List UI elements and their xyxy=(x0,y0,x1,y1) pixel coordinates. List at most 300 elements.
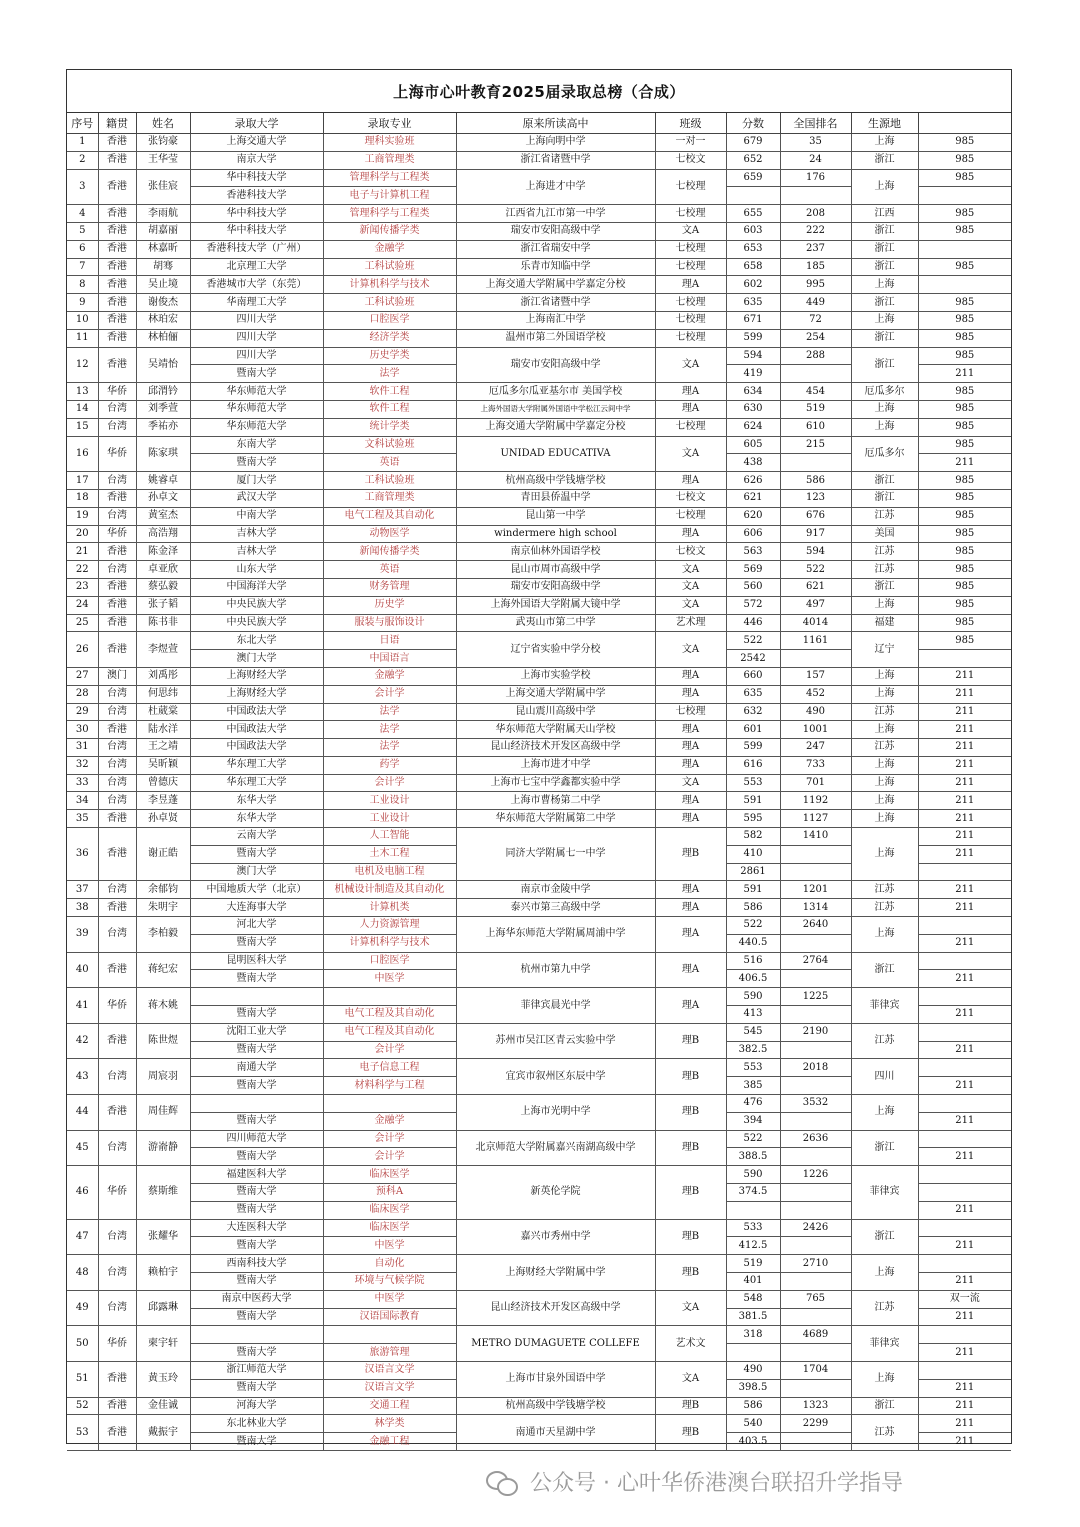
class-cell: 七校文 xyxy=(655,543,726,561)
origin-cell: 香港 xyxy=(98,952,136,988)
rank-cell: 2299 xyxy=(780,1415,851,1433)
rank-cell: 621 xyxy=(780,578,851,596)
table-row xyxy=(67,205,1011,223)
rank-cell: 2764 xyxy=(780,952,851,970)
class-cell: 理A xyxy=(655,667,726,685)
score-cell: 591 xyxy=(726,881,780,899)
high-school-cell: 乐青市知临中学 xyxy=(456,258,655,276)
level-cell xyxy=(918,1130,1011,1148)
score-cell: 410 xyxy=(726,845,780,863)
table-row xyxy=(67,810,1011,828)
rank-cell xyxy=(780,187,851,205)
serial-number-cell: 2 xyxy=(67,151,98,169)
serial-number-cell: 36 xyxy=(67,828,98,881)
serial-number-cell: 19 xyxy=(67,507,98,525)
level-cell: 211 xyxy=(918,1397,1011,1415)
score-cell: 653 xyxy=(726,240,780,258)
rank-cell: 176 xyxy=(780,169,851,187)
table-row xyxy=(67,400,1011,418)
rank-cell: 454 xyxy=(780,383,851,401)
university-cell: 北京理工大学 xyxy=(190,258,323,276)
high-school-cell: 昆山震川高级中学 xyxy=(456,703,655,721)
major-cell: 金融学 xyxy=(323,1112,456,1130)
university-cell: 大连海事大学 xyxy=(190,899,323,917)
class-cell: 文A xyxy=(655,578,726,596)
serial-number-cell: 53 xyxy=(67,1415,98,1451)
region-cell: 浙江 xyxy=(851,329,918,347)
region-cell: 浙江 xyxy=(851,240,918,258)
class-cell: 理A xyxy=(655,721,726,739)
table-row xyxy=(67,347,1011,365)
high-school-cell: 上海交通大学附属中学 xyxy=(456,685,655,703)
rank-cell: 2640 xyxy=(780,917,851,935)
major-cell: 材料科学与工程 xyxy=(323,1077,456,1095)
level-cell: 211 xyxy=(918,1415,1011,1433)
university-cell: 福建医科大学 xyxy=(190,1166,323,1184)
class-cell: 文A xyxy=(655,436,726,472)
region-cell: 上海 xyxy=(851,792,918,810)
university-cell: 暨南大学 xyxy=(190,1237,323,1255)
rank-cell: 1704 xyxy=(780,1361,851,1379)
rank-cell xyxy=(780,1112,851,1130)
major-cell: 汉语言文学 xyxy=(323,1379,456,1397)
class-cell: 理A xyxy=(655,685,726,703)
rank-cell: 123 xyxy=(780,489,851,507)
university-cell: 华中科技大学 xyxy=(190,222,323,240)
rank-cell: 995 xyxy=(780,276,851,294)
student-name-cell: 游嵛静 xyxy=(136,1130,190,1166)
class-cell: 理B xyxy=(655,1166,726,1219)
class-cell: 文A xyxy=(655,561,726,579)
student-name-cell: 姚睿卓 xyxy=(136,472,190,490)
class-cell: 七校理 xyxy=(655,507,726,525)
level-cell: 985 xyxy=(918,311,1011,329)
level-cell: 211 xyxy=(918,1433,1011,1451)
region-cell: 厄瓜多尔 xyxy=(851,436,918,472)
student-name-cell: 张佳宸 xyxy=(136,169,190,205)
student-name-cell: 刘禹彤 xyxy=(136,667,190,685)
header-cell: 全国排名 xyxy=(780,113,851,134)
high-school-cell: 上海市进才中学 xyxy=(456,756,655,774)
admission-sheet xyxy=(66,69,1012,1447)
class-cell: 一对一 xyxy=(655,134,726,152)
region-cell: 上海 xyxy=(851,828,918,881)
region-cell: 浙江 xyxy=(851,222,918,240)
table-row xyxy=(67,632,1011,650)
origin-cell: 台湾 xyxy=(98,1219,136,1255)
table-body xyxy=(67,134,1011,1451)
student-name-cell: 杜葳棠 xyxy=(136,703,190,721)
origin-cell: 台湾 xyxy=(98,561,136,579)
class-cell: 文A xyxy=(655,222,726,240)
score-cell: 616 xyxy=(726,756,780,774)
student-name-cell: 孙卓贤 xyxy=(136,810,190,828)
serial-number-cell: 31 xyxy=(67,739,98,757)
serial-number-cell: 52 xyxy=(67,1397,98,1415)
major-cell: 电子与计算机工程 xyxy=(323,187,456,205)
rank-cell: 519 xyxy=(780,400,851,418)
major-cell: 工业设计 xyxy=(323,810,456,828)
region-cell: 上海 xyxy=(851,685,918,703)
table-row xyxy=(67,134,1011,152)
score-cell: 522 xyxy=(726,917,780,935)
student-name-cell: 朱明宇 xyxy=(136,899,190,917)
university-cell: 暨南大学 xyxy=(190,1077,323,1095)
student-name-cell: 余郁钧 xyxy=(136,881,190,899)
student-name-cell: 蒋木姚 xyxy=(136,988,190,1024)
major-cell: 电气工程及其自动化 xyxy=(323,507,456,525)
serial-number-cell: 51 xyxy=(67,1361,98,1397)
score-cell xyxy=(726,1201,780,1219)
serial-number-cell: 42 xyxy=(67,1023,98,1059)
region-cell: 菲律宾 xyxy=(851,1166,918,1219)
university-cell: 暨南大学 xyxy=(190,1041,323,1059)
serial-number-cell: 15 xyxy=(67,418,98,436)
university-cell: 四川师范大学 xyxy=(190,1130,323,1148)
high-school-cell: 北京师范大学附属嘉兴南湖高级中学 xyxy=(456,1130,655,1166)
origin-cell: 香港 xyxy=(98,632,136,668)
university-cell xyxy=(190,1095,323,1113)
table-row xyxy=(67,614,1011,632)
serial-number-cell: 44 xyxy=(67,1095,98,1131)
table-row xyxy=(67,1290,1011,1308)
table-row xyxy=(67,1361,1011,1379)
student-name-cell: 吴靖怡 xyxy=(136,347,190,383)
rank-cell xyxy=(780,454,851,472)
serial-number-cell: 16 xyxy=(67,436,98,472)
class-cell: 理A xyxy=(655,952,726,988)
university-cell: 东北大学 xyxy=(190,632,323,650)
class-cell: 七校理 xyxy=(655,240,726,258)
level-cell: 211 xyxy=(918,454,1011,472)
university-cell: 华东师范大学 xyxy=(190,383,323,401)
high-school-cell: 上海华东师范大学附属周浦中学 xyxy=(456,917,655,953)
score-cell: 634 xyxy=(726,383,780,401)
rank-cell: 1226 xyxy=(780,1166,851,1184)
class-cell: 文A xyxy=(655,632,726,668)
rank-cell: 2710 xyxy=(780,1255,851,1273)
region-cell: 菲律宾 xyxy=(851,1326,918,1362)
major-cell: 电气工程及其自动化 xyxy=(323,1006,456,1024)
level-cell: 211 xyxy=(918,667,1011,685)
origin-cell: 华侨 xyxy=(98,383,136,401)
score-cell: 591 xyxy=(726,792,780,810)
header-cell: 原来所读高中 xyxy=(456,113,655,134)
score-cell: 490 xyxy=(726,1361,780,1379)
university-cell: 四川大学 xyxy=(190,311,323,329)
major-cell: 电气工程及其自动化 xyxy=(323,1023,456,1041)
rank-cell xyxy=(780,365,851,383)
class-cell: 理A xyxy=(655,988,726,1024)
score-cell: 603 xyxy=(726,222,780,240)
high-school-cell: 杭州高级中学钱塘学校 xyxy=(456,1397,655,1415)
university-cell: 中国地质大学（北京） xyxy=(190,881,323,899)
level-cell: 985 xyxy=(918,151,1011,169)
major-cell: 中医学 xyxy=(323,1290,456,1308)
table-row xyxy=(67,578,1011,596)
origin-cell: 香港 xyxy=(98,311,136,329)
score-cell: 385 xyxy=(726,1077,780,1095)
student-name-cell: 曾德庆 xyxy=(136,774,190,792)
high-school-cell: 华东师范大学附属天山学校 xyxy=(456,721,655,739)
high-school-cell: 嘉兴市秀州中学 xyxy=(456,1219,655,1255)
major-cell: 日语 xyxy=(323,632,456,650)
region-cell: 浙江 xyxy=(851,151,918,169)
high-school-cell: 上海南汇中学 xyxy=(456,311,655,329)
origin-cell: 香港 xyxy=(98,240,136,258)
university-cell: 暨南大学 xyxy=(190,1433,323,1451)
table-row xyxy=(67,721,1011,739)
major-cell: 人工智能 xyxy=(323,828,456,846)
level-cell xyxy=(918,952,1011,970)
class-cell: 七校理 xyxy=(655,258,726,276)
level-cell: 211 xyxy=(918,1273,1011,1291)
score-cell: 632 xyxy=(726,703,780,721)
class-cell: 理B xyxy=(655,1059,726,1095)
high-school-cell: 辽宁省实验中学分校 xyxy=(456,632,655,668)
region-cell: 上海 xyxy=(851,1095,918,1131)
major-cell: 金融学 xyxy=(323,667,456,685)
serial-number-cell: 24 xyxy=(67,596,98,614)
origin-cell: 香港 xyxy=(98,596,136,614)
student-name-cell: 吴止境 xyxy=(136,276,190,294)
rank-cell: 1161 xyxy=(780,632,851,650)
major-cell: 中国语言 xyxy=(323,650,456,668)
level-cell xyxy=(918,863,1011,881)
university-cell: 河北大学 xyxy=(190,917,323,935)
major-cell: 计算机类 xyxy=(323,899,456,917)
high-school-cell: 上海向明中学 xyxy=(456,134,655,152)
student-name-cell: 张子韬 xyxy=(136,596,190,614)
major-cell: 动物医学 xyxy=(323,525,456,543)
level-cell: 211 xyxy=(918,792,1011,810)
level-cell xyxy=(918,1184,1011,1202)
high-school-cell: windermere high school xyxy=(456,525,655,543)
major-cell: 管理科学与工程类 xyxy=(323,169,456,187)
serial-number-cell: 34 xyxy=(67,792,98,810)
rank-cell: 610 xyxy=(780,418,851,436)
university-cell: 吉林大学 xyxy=(190,525,323,543)
class-cell: 理A xyxy=(655,917,726,953)
class-cell: 理A xyxy=(655,525,726,543)
origin-cell: 香港 xyxy=(98,276,136,294)
table-row xyxy=(67,294,1011,312)
major-cell: 环境与气候学院 xyxy=(323,1273,456,1291)
level-cell: 211 xyxy=(918,721,1011,739)
region-cell: 福建 xyxy=(851,614,918,632)
region-cell: 浙江 xyxy=(851,258,918,276)
rank-cell: 35 xyxy=(780,134,851,152)
rank-cell: 1001 xyxy=(780,721,851,739)
major-cell: 管理科学与工程类 xyxy=(323,205,456,223)
region-cell: 江苏 xyxy=(851,507,918,525)
student-name-cell: 张钧豪 xyxy=(136,134,190,152)
score-cell: 540 xyxy=(726,1415,780,1433)
level-cell: 211 xyxy=(918,365,1011,383)
table-row xyxy=(67,151,1011,169)
score-cell: 476 xyxy=(726,1095,780,1113)
level-cell xyxy=(918,1023,1011,1041)
level-cell xyxy=(918,1219,1011,1237)
rank-cell: 2018 xyxy=(780,1059,851,1077)
level-cell: 985 xyxy=(918,205,1011,223)
origin-cell: 华侨 xyxy=(98,1326,136,1362)
class-cell: 理B xyxy=(655,828,726,881)
origin-cell: 香港 xyxy=(98,169,136,205)
origin-cell: 华侨 xyxy=(98,436,136,472)
region-cell: 江苏 xyxy=(851,543,918,561)
student-name-cell: 王华莹 xyxy=(136,151,190,169)
table-row xyxy=(67,240,1011,258)
student-name-cell: 柬宇轩 xyxy=(136,1326,190,1362)
major-cell: 人力资源管理 xyxy=(323,917,456,935)
major-cell: 服装与服饰设计 xyxy=(323,614,456,632)
score-cell: 594 xyxy=(726,347,780,365)
rank-cell: 586 xyxy=(780,472,851,490)
major-cell: 工商管理类 xyxy=(323,489,456,507)
level-cell: 985 xyxy=(918,632,1011,650)
serial-number-cell: 26 xyxy=(67,632,98,668)
level-cell: 211 xyxy=(918,1077,1011,1095)
table-row xyxy=(67,472,1011,490)
score-cell: 635 xyxy=(726,685,780,703)
class-cell: 理A xyxy=(655,792,726,810)
major-cell: 软件工程 xyxy=(323,400,456,418)
major-cell xyxy=(323,1326,456,1344)
rank-cell: 2190 xyxy=(780,1023,851,1041)
major-cell: 电子信息工程 xyxy=(323,1059,456,1077)
major-cell: 机械设计制造及其自动化 xyxy=(323,881,456,899)
level-cell xyxy=(918,1361,1011,1379)
region-cell: 江苏 xyxy=(851,881,918,899)
class-cell: 理B xyxy=(655,1095,726,1131)
serial-number-cell: 23 xyxy=(67,578,98,596)
university-cell: 华东师范大学 xyxy=(190,418,323,436)
level-cell xyxy=(918,988,1011,1006)
table-row xyxy=(67,1415,1011,1433)
student-name-cell: 刘季萱 xyxy=(136,400,190,418)
serial-number-cell: 9 xyxy=(67,294,98,312)
high-school-cell: 泰兴市第三高级中学 xyxy=(456,899,655,917)
serial-number-cell: 10 xyxy=(67,311,98,329)
student-name-cell: 李昱蓬 xyxy=(136,792,190,810)
class-cell: 理A xyxy=(655,472,726,490)
region-cell: 江苏 xyxy=(851,1290,918,1326)
score-cell: 440.5 xyxy=(726,934,780,952)
university-cell: 华中科技大学 xyxy=(190,169,323,187)
student-name-cell: 王之靖 xyxy=(136,739,190,757)
level-cell: 985 xyxy=(918,436,1011,454)
level-cell: 985 xyxy=(918,418,1011,436)
level-cell: 211 xyxy=(918,934,1011,952)
major-cell: 会计学 xyxy=(323,774,456,792)
page-title: 上海市心叶教育2025届录取总榜（合成） xyxy=(67,70,1011,113)
score-cell: 595 xyxy=(726,810,780,828)
class-cell: 理A xyxy=(655,383,726,401)
student-name-cell: 赖柏宇 xyxy=(136,1255,190,1291)
table-row xyxy=(67,685,1011,703)
score-cell: 446 xyxy=(726,614,780,632)
origin-cell: 台湾 xyxy=(98,685,136,703)
rank-cell: 254 xyxy=(780,329,851,347)
student-name-cell: 孙卓文 xyxy=(136,489,190,507)
serial-number-cell: 27 xyxy=(67,667,98,685)
level-cell: 985 xyxy=(918,578,1011,596)
table-row xyxy=(67,169,1011,187)
serial-number-cell: 41 xyxy=(67,988,98,1024)
high-school-cell: 浙江省诸暨中学 xyxy=(456,294,655,312)
region-cell: 上海 xyxy=(851,400,918,418)
major-cell: 会计学 xyxy=(323,685,456,703)
level-cell: 985 xyxy=(918,134,1011,152)
header-cell: 姓名 xyxy=(136,113,190,134)
student-name-cell: 林嘉昕 xyxy=(136,240,190,258)
high-school-cell: 瑞安市安阳高级中学 xyxy=(456,222,655,240)
class-cell: 理B xyxy=(655,1023,726,1059)
student-name-cell: 何思纬 xyxy=(136,685,190,703)
serial-number-cell: 48 xyxy=(67,1255,98,1291)
score-cell: 590 xyxy=(726,1166,780,1184)
serial-number-cell: 13 xyxy=(67,383,98,401)
region-cell: 浙江 xyxy=(851,952,918,988)
level-cell: 211 xyxy=(918,881,1011,899)
table-row xyxy=(67,1219,1011,1237)
score-cell xyxy=(726,1344,780,1362)
rank-cell: 1225 xyxy=(780,988,851,1006)
student-name-cell: 吴昕颖 xyxy=(136,756,190,774)
university-cell xyxy=(190,1326,323,1344)
region-cell: 浙江 xyxy=(851,578,918,596)
rank-cell: 222 xyxy=(780,222,851,240)
university-cell: 大连医科大学 xyxy=(190,1219,323,1237)
score-cell: 412.5 xyxy=(726,1237,780,1255)
student-name-cell: 高浩翔 xyxy=(136,525,190,543)
student-name-cell: 林柏俪 xyxy=(136,329,190,347)
header-row xyxy=(67,113,1011,134)
origin-cell: 台湾 xyxy=(98,400,136,418)
level-cell xyxy=(918,1255,1011,1273)
level-cell: 211 xyxy=(918,845,1011,863)
header-cell: 录取专业 xyxy=(323,113,456,134)
class-cell: 艺术理 xyxy=(655,614,726,632)
score-cell: 403.5 xyxy=(726,1433,780,1451)
footer-watermark xyxy=(486,1466,903,1497)
university-cell: 东南大学 xyxy=(190,436,323,454)
serial-number-cell: 8 xyxy=(67,276,98,294)
score-cell: 635 xyxy=(726,294,780,312)
score-cell: 621 xyxy=(726,489,780,507)
class-cell: 文A xyxy=(655,1361,726,1397)
score-cell: 601 xyxy=(726,721,780,739)
university-cell: 暨南大学 xyxy=(190,1148,323,1166)
level-cell: 211 xyxy=(918,1112,1011,1130)
region-cell: 江苏 xyxy=(851,1023,918,1059)
class-cell: 理A xyxy=(655,756,726,774)
origin-cell: 香港 xyxy=(98,489,136,507)
major-cell: 药学 xyxy=(323,756,456,774)
score-cell: 419 xyxy=(726,365,780,383)
rank-cell xyxy=(780,1344,851,1362)
high-school-cell: 上海交通大学附属中学嘉定分校 xyxy=(456,418,655,436)
major-cell: 会计学 xyxy=(323,1130,456,1148)
score-cell: 318 xyxy=(726,1326,780,1344)
level-cell: 211 xyxy=(918,1344,1011,1362)
level-cell xyxy=(918,187,1011,205)
region-cell: 上海 xyxy=(851,311,918,329)
level-cell: 985 xyxy=(918,400,1011,418)
origin-cell: 台湾 xyxy=(98,1290,136,1326)
high-school-cell: 上海市曹杨第二中学 xyxy=(456,792,655,810)
